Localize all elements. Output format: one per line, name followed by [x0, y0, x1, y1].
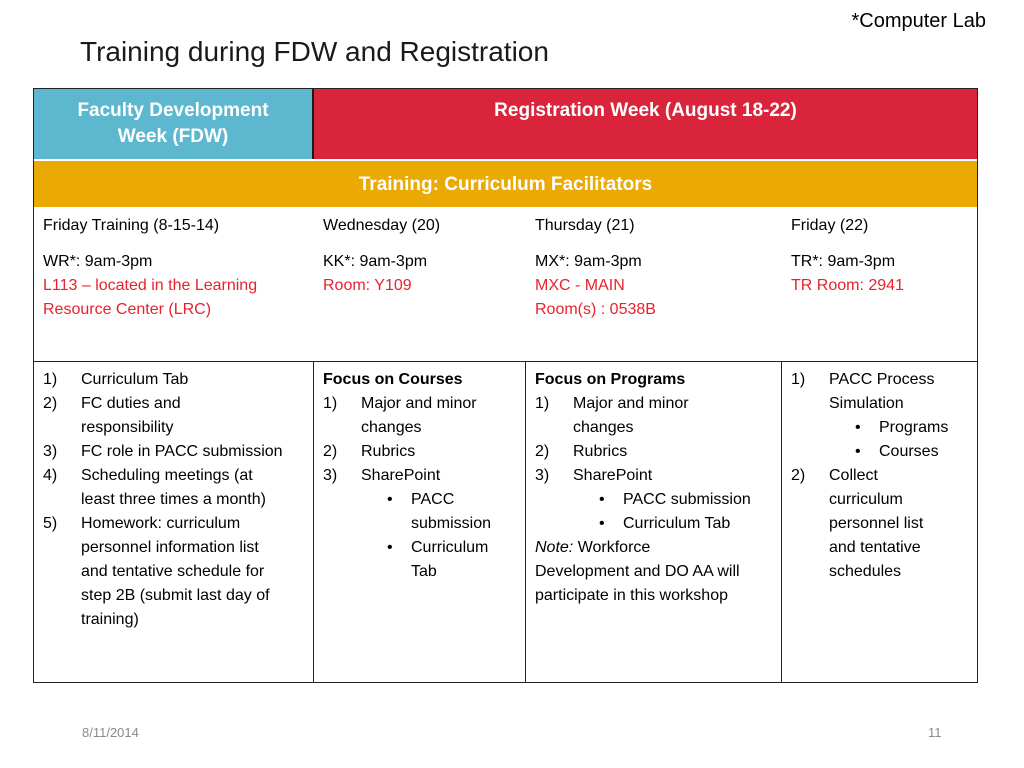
list-item: 2) FC duties and responsibility — [43, 395, 181, 436]
topic-heading: Focus on Programs — [535, 371, 686, 388]
slide-title: Training during FDW and Registration — [80, 36, 549, 67]
list-item: • Curriculum Tab — [573, 512, 772, 536]
list-item: 1) PACC Process Simulation — [791, 371, 935, 412]
note-line: participate in this workshop — [535, 587, 728, 604]
list-item: • Courses — [829, 440, 968, 464]
location-label: Room(s) : 0538B — [535, 301, 656, 318]
day-label: Thursday (21) — [535, 217, 635, 234]
bullet-icon: • — [387, 539, 393, 556]
bullet-icon: • — [855, 419, 861, 436]
schedule-cell-friday — [782, 207, 977, 361]
time-label: KK*: 9am-3pm — [323, 253, 428, 270]
topic-list — [323, 392, 516, 488]
location-label: MXC - MAIN — [535, 277, 625, 294]
list-item: 2) Rubrics — [535, 443, 628, 460]
sub-bullet-list — [791, 416, 968, 464]
bullet-icon: • — [599, 491, 605, 508]
fdw-header — [34, 89, 314, 159]
fdw-header-line: Faculty Development — [77, 100, 269, 121]
topic-list — [43, 368, 304, 632]
topic-list — [791, 368, 968, 416]
training-header: Training: Curriculum Facilitators — [34, 159, 977, 207]
list-item: 5) Homework: curriculum personnel information list and tentative schedule for step 2B (submit last day of training) — [43, 515, 270, 628]
topics-cell-wednesday — [314, 361, 526, 682]
schedule-cell-wednesday — [314, 207, 526, 361]
topic-list — [535, 392, 772, 488]
list-item: 2) Collect curriculum personnel list and tentative schedules — [791, 467, 924, 580]
list-item: 3) FC role in PACC submission — [43, 443, 283, 460]
location-label: Resource Center (LRC) — [43, 301, 212, 318]
fdw-header-line: Week (FDW) — [117, 126, 229, 147]
topic-heading: Focus on Courses — [323, 371, 463, 388]
time-label: MX*: 9am-3pm — [535, 253, 642, 270]
time-label: TR*: 9am-3pm — [791, 253, 896, 270]
sub-bullet-list — [323, 488, 516, 584]
list-item: • PACC submission — [573, 488, 772, 512]
list-item: • PACC submission — [361, 488, 516, 536]
corner-note: *Computer Lab — [851, 10, 986, 32]
list-item: 1) Major and minor changes — [535, 395, 689, 436]
topics-cell-friday-training — [34, 361, 314, 682]
list-item: 1) Curriculum Tab — [43, 371, 189, 388]
note-line: Development and DO AA will — [535, 563, 740, 580]
schedule-cell-friday-training — [34, 207, 314, 361]
footer-date: 8/11/2014 — [82, 725, 139, 740]
location-label: L113 – located in the Learning — [43, 277, 258, 294]
location-label: TR Room: 2941 — [791, 277, 904, 294]
bullet-icon: • — [855, 443, 861, 460]
list-item: 3) SharePoint — [323, 467, 441, 484]
list-item: 1) Major and minor changes — [323, 395, 477, 436]
note-label: Note: — [535, 539, 574, 556]
sub-bullet-list — [535, 488, 772, 536]
topics-cell-thursday — [526, 361, 782, 682]
time-label: WR*: 9am-3pm — [43, 253, 153, 270]
list-item: 3) SharePoint — [535, 467, 653, 484]
page-number: 11 — [928, 725, 942, 740]
schedule-cell-thursday — [526, 207, 782, 361]
list-item: 2) Rubrics — [323, 443, 416, 460]
bullet-icon: • — [599, 515, 605, 532]
location-label: Room: Y109 — [323, 277, 412, 294]
day-label: Wednesday (20) — [323, 217, 441, 234]
bullet-icon: • — [387, 491, 393, 508]
topic-list — [791, 464, 968, 584]
note: Note: Workforce — [535, 539, 651, 556]
topics-cell-friday — [782, 361, 977, 682]
list-item: 4) Scheduling meetings (at least three times a month) — [43, 467, 266, 508]
schedule-table — [33, 88, 978, 683]
registration-header: Registration Week (August 18-22) — [314, 89, 977, 159]
list-item: • Curriculum Tab — [361, 536, 516, 584]
day-label: Friday (22) — [791, 217, 869, 234]
day-label: Friday Training (8-15-14) — [43, 217, 220, 234]
list-item: • Programs — [829, 416, 968, 440]
